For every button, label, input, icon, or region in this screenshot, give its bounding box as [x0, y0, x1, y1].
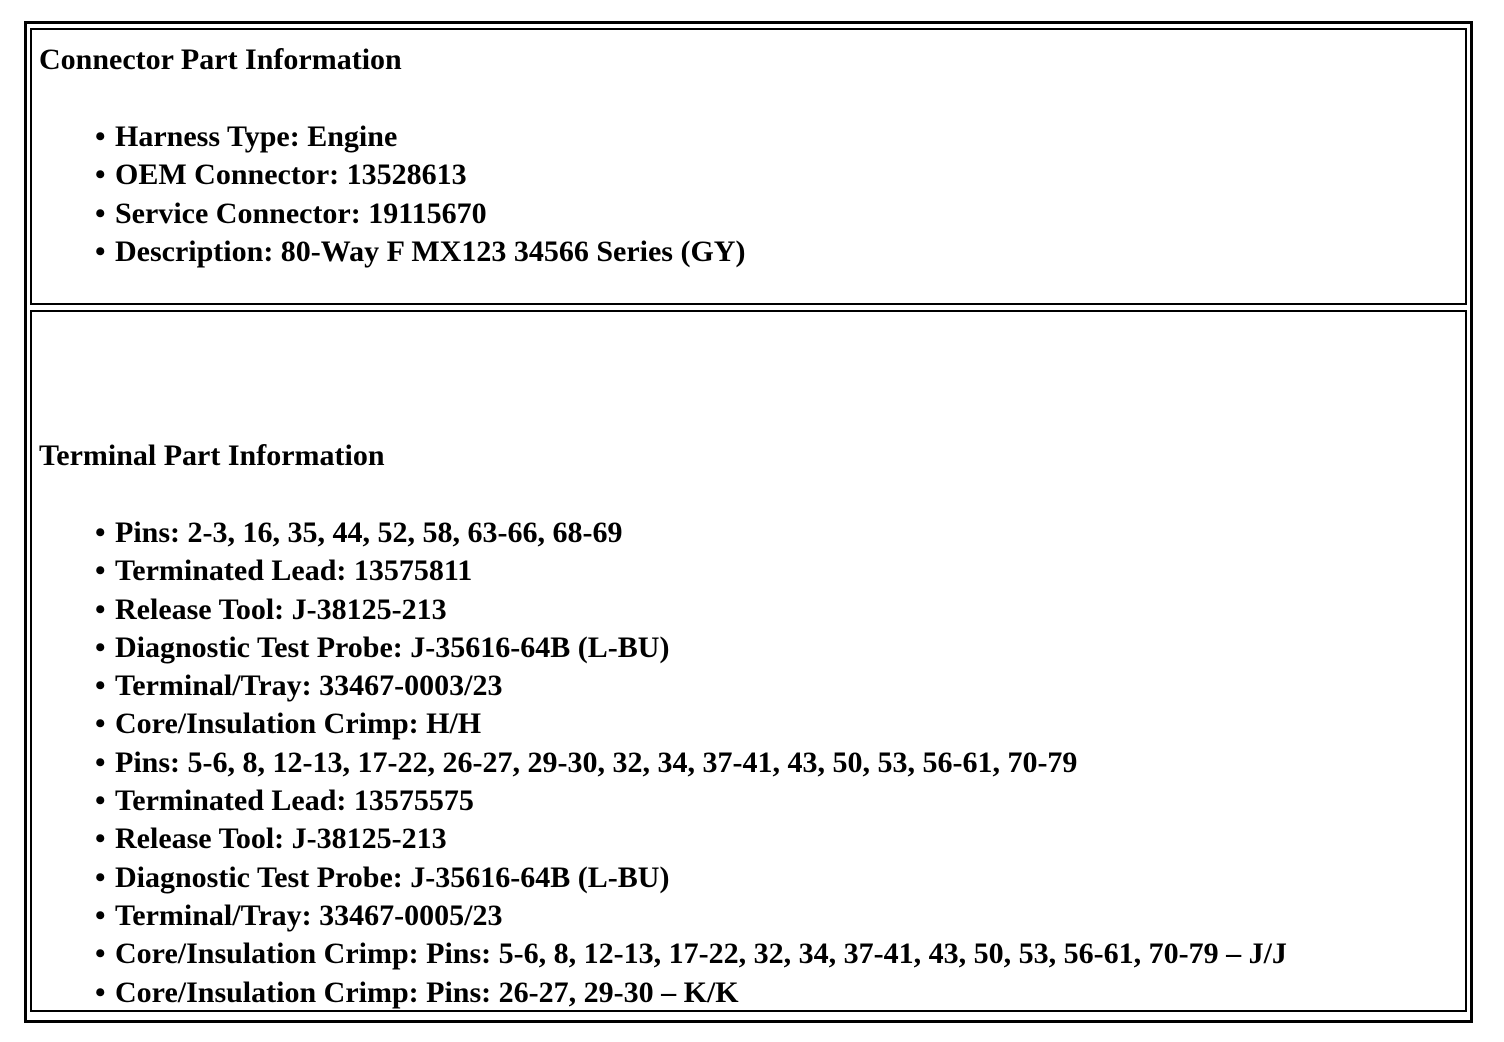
bullet-icon: • [95, 975, 106, 1009]
list-item: • Pins: 2-3, 16, 35, 44, 52, 58, 63-66, 68-69 [95, 514, 1287, 552]
bullet-icon: • [95, 898, 106, 932]
list-item: • Service Connector: 19115670 [95, 195, 745, 233]
bullet-icon: • [95, 937, 106, 971]
list-item: • OEM Connector: 13528613 [95, 156, 745, 194]
connector-section-title: Connector Part Information [39, 43, 402, 76]
info-table [24, 21, 1473, 1023]
list-item: • Terminated Lead: 13575575 [95, 782, 1287, 820]
bullet-icon: • [95, 234, 106, 268]
bullet-icon: • [95, 707, 106, 741]
bullet-icon: • [95, 630, 106, 664]
list-item: • Core/Insulation Crimp: H/H [95, 705, 1287, 743]
bullet-icon: • [95, 196, 106, 230]
terminal-info-list [95, 514, 1287, 1012]
list-item: • Harness Type: Engine [95, 118, 745, 156]
list-item: • Release Tool: J-38125-213 [95, 820, 1287, 858]
bullet-icon: • [95, 860, 106, 894]
bullet-icon: • [95, 784, 106, 818]
bullet-icon: • [95, 120, 106, 153]
list-item: • Diagnostic Test Probe: J-35616-64B (L-BU) [95, 629, 1287, 667]
terminal-info-cell [30, 310, 1467, 1012]
list-item: • Terminal/Tray: 33467-0003/23 [95, 667, 1287, 705]
list-item: • Terminated Lead: 13575811 [95, 552, 1287, 590]
bullet-icon: • [95, 516, 106, 549]
list-item: • Release Tool: J-38125-213 [95, 591, 1287, 629]
list-item: • Diagnostic Test Probe: J-35616-64B (L-BU) [95, 859, 1287, 897]
bullet-icon: • [95, 592, 106, 626]
list-item: • Description: 80-Way F MX123 34566 Series (GY) [95, 233, 745, 271]
list-item: • Terminal/Tray: 33467-0005/23 [95, 897, 1287, 935]
bullet-icon: • [95, 822, 106, 856]
bullet-icon: • [95, 158, 106, 192]
connector-info-cell [30, 28, 1467, 305]
bullet-icon: • [95, 669, 106, 703]
list-item: • Core/Insulation Crimp: Pins: 5-6, 8, 12-13, 17-22, 32, 34, 37-41, 43, 50, 53, 56-61, 70-79 – J/J [95, 935, 1287, 973]
connector-info-list [95, 118, 745, 271]
list-item: • Core/Insulation Crimp: Pins: 26-27, 29-30 – K/K [95, 974, 1287, 1012]
list-item: • Pins: 5-6, 8, 12-13, 17-22, 26-27, 29-30, 32, 34, 37-41, 43, 50, 53, 56-61, 70-79 [95, 744, 1287, 782]
bullet-icon: • [95, 554, 106, 588]
terminal-section-title: Terminal Part Information [39, 439, 385, 472]
bullet-icon: • [95, 745, 106, 779]
